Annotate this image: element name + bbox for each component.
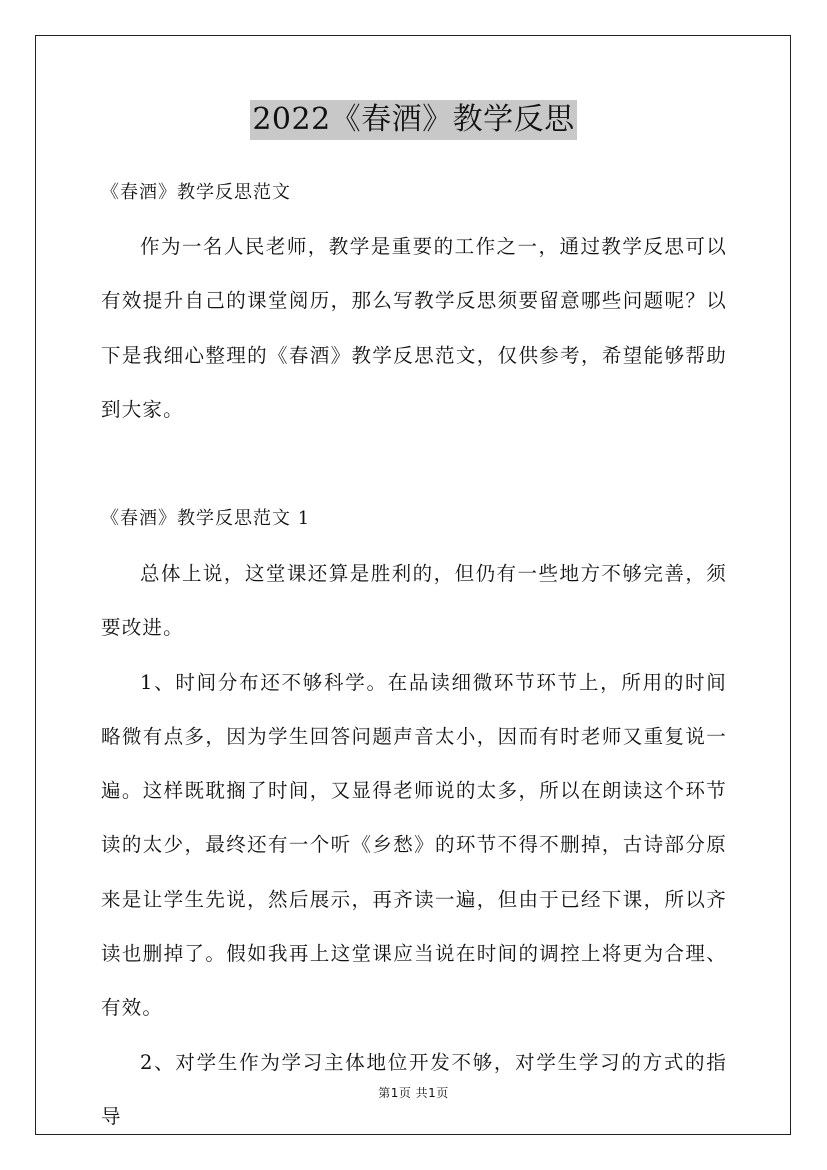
section1-body: [101, 547, 727, 1144]
page-footer: 第1页 共1页: [378, 1086, 449, 1100]
section1-paragraph-1: 总体上说，这堂课还算是胜利的，但仍有一些地方不够完善，须要改进。: [101, 562, 727, 640]
title-wrapper: [0, 100, 827, 140]
intro-paragraph-block: [101, 220, 727, 437]
section1-paragraph-3: 2、对学生作为学习主体地位开发不够，对学生学习的方式的指导: [101, 1050, 727, 1128]
document-title: 2022《春酒》教学反思: [250, 100, 576, 140]
section1-paragraph-2: 1、时间分布还不够科学。在品读细微环节环节上，所用的时间略微有点多，因为学生回答问题声音太小，因而有时老师又重复说一遍。这样既耽搁了时间，又显得老师说的太多，所以在朗读这个环节读的太少，最终还有一个听《乡愁》的环节不得不删掉，古诗部分原来是让学生先说，然后展示，再齐读一遍，但由于已经下课，所以齐读也删掉了。假如我再上这堂课应当说在时间的调控上将更为合理、有效。: [101, 670, 727, 1020]
section-heading-main: 《春酒》教学反思范文: [101, 182, 291, 203]
section-heading-1: 《春酒》教学反思范文 1: [101, 508, 311, 529]
intro-paragraph: 作为一名人民老师，教学是重要的工作之一，通过教学反思可以有效提升自己的课堂阅历，那么写教学反思须要留意哪些问题呢？以下是我细心整理的《春酒》教学反思范文，仅供参考，希望能够帮助到大家。: [101, 235, 727, 421]
